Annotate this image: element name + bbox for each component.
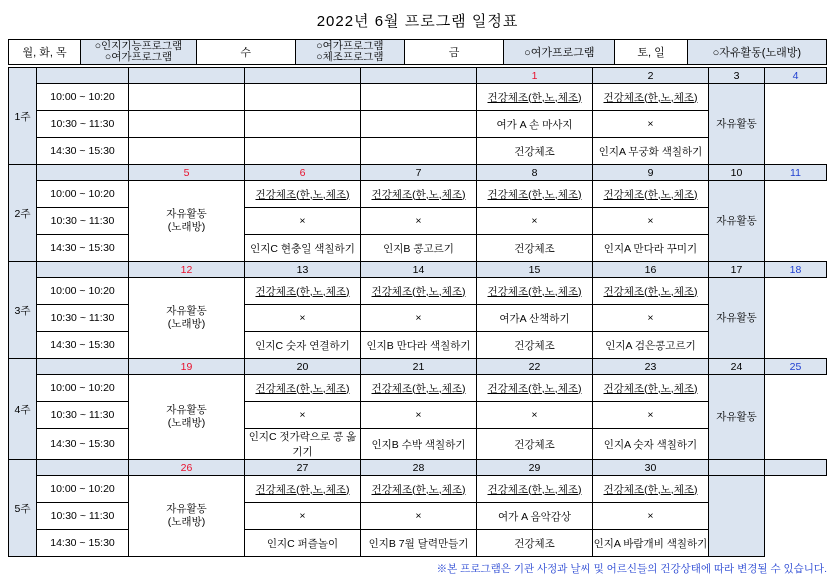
day-number: 21 xyxy=(361,359,477,375)
time-slot: 10:30 ~ 11:30 xyxy=(37,305,129,332)
activity-cell xyxy=(361,138,477,165)
weekend-free-activity-cell: 자유활동 xyxy=(709,375,765,460)
activity-cell: × xyxy=(593,503,709,530)
time-slot: 10:30 ~ 11:30 xyxy=(37,402,129,429)
activity-cell: 인지A 숫자 색칠하기 xyxy=(593,429,709,460)
activity-cell: 건강체조 xyxy=(477,235,593,262)
activity-cell: 인지C 퍼즐놀이 xyxy=(245,530,361,557)
time-slot: 14:30 ~ 15:30 xyxy=(37,429,129,460)
legend-row xyxy=(9,40,827,65)
activity-cell xyxy=(245,111,361,138)
activity-cell: 건강체조(한,노,체조) xyxy=(245,375,361,402)
day-number: 6 xyxy=(245,165,361,181)
week-label: 4주 xyxy=(9,359,37,460)
page-title: 2022년 6월 프로그램 일정표 xyxy=(316,13,519,30)
time-slot: 10:00 ~ 10:20 xyxy=(37,476,129,503)
activity-cell xyxy=(245,84,361,111)
time-slot: 10:00 ~ 10:20 xyxy=(37,278,129,305)
legend-programs-4 xyxy=(687,40,826,65)
day-number: 13 xyxy=(245,262,361,278)
activity-cell xyxy=(361,111,477,138)
free-activity-cell: 자유활동 (노래방) xyxy=(129,375,245,460)
schedule-row xyxy=(9,278,827,305)
day-number: 14 xyxy=(361,262,477,278)
legend-days-3-label: 금 xyxy=(448,47,460,59)
day-number: 2 xyxy=(593,68,709,84)
activity-cell: 인지B 수박 색칠하기 xyxy=(361,429,477,460)
activity-cell: 건강체조(한,노,체조) xyxy=(361,278,477,305)
schedule-table xyxy=(8,67,827,557)
time-slot: 10:00 ~ 10:20 xyxy=(37,84,129,111)
week-label: 5주 xyxy=(9,460,37,557)
day-number-row xyxy=(9,165,827,181)
activity-cell: × xyxy=(245,402,361,429)
time-header-blank xyxy=(37,68,129,84)
free-activity-cell: 자유활동 (노래방) xyxy=(129,278,245,359)
activity-cell: × xyxy=(477,402,593,429)
activity-cell: × xyxy=(245,305,361,332)
time-slot: 10:00 ~ 10:20 xyxy=(37,375,129,402)
activity-cell: 건강체조(한,노,체조) xyxy=(361,375,477,402)
day-number: 3 xyxy=(709,68,765,84)
activity-cell xyxy=(129,138,245,165)
week-label: 1주 xyxy=(9,68,37,165)
activity-cell: 건강체조(한,노,체조) xyxy=(593,181,709,208)
activity-cell: × xyxy=(361,305,477,332)
time-slot: 10:30 ~ 11:30 xyxy=(37,111,129,138)
activity-cell xyxy=(361,84,477,111)
legend-days-2 xyxy=(196,40,295,65)
day-number: 22 xyxy=(477,359,593,375)
activity-cell: × xyxy=(593,402,709,429)
day-number: 25 xyxy=(765,359,827,375)
activity-cell: 건강체조(한,노,체조) xyxy=(361,476,477,503)
schedule-row xyxy=(9,138,827,165)
day-number xyxy=(129,68,245,84)
activity-cell: × xyxy=(245,208,361,235)
activity-cell: 건강체조(한,노,체조) xyxy=(477,84,593,111)
day-number: 18 xyxy=(765,262,827,278)
activity-cell: 건강체조(한,노,체조) xyxy=(477,375,593,402)
legend-programs-1: ○인지기능프로그램 ○여가프로그램 xyxy=(81,40,197,65)
day-number xyxy=(765,460,827,476)
day-number: 1 xyxy=(477,68,593,84)
activity-cell: 여가 A 음악감상 xyxy=(477,503,593,530)
activity-cell: × xyxy=(477,208,593,235)
activity-cell: 건강체조(한,노,체조) xyxy=(245,181,361,208)
activity-cell: 인지C 숫자 연결하기 xyxy=(245,332,361,359)
activity-cell: × xyxy=(361,503,477,530)
activity-cell xyxy=(129,111,245,138)
legend-days-1 xyxy=(9,40,81,65)
day-number: 16 xyxy=(593,262,709,278)
day-number-row xyxy=(9,359,827,375)
day-number: 9 xyxy=(593,165,709,181)
activity-cell: 건강체조(한,노,체조) xyxy=(477,278,593,305)
legend-programs-4-label: ○자유활동(노래방) xyxy=(712,47,802,59)
schedule-row xyxy=(9,181,827,208)
activity-cell: 인지B 만다라 색칠하기 xyxy=(361,332,477,359)
activity-cell: 건강체조 xyxy=(477,530,593,557)
day-number: 26 xyxy=(129,460,245,476)
day-number: 23 xyxy=(593,359,709,375)
activity-cell: × xyxy=(361,402,477,429)
time-slot: 14:30 ~ 15:30 xyxy=(37,235,129,262)
day-number xyxy=(709,460,765,476)
schedule-row xyxy=(9,111,827,138)
day-number: 7 xyxy=(361,165,477,181)
free-activity-cell: 자유활동 (노래방) xyxy=(129,476,245,557)
day-number: 20 xyxy=(245,359,361,375)
day-number xyxy=(361,68,477,84)
weekend-free-activity-cell xyxy=(709,476,765,557)
day-number: 10 xyxy=(709,165,765,181)
activity-cell: × xyxy=(361,208,477,235)
week-label: 2주 xyxy=(9,165,37,262)
day-number: 17 xyxy=(709,262,765,278)
time-header-blank xyxy=(37,262,129,278)
activity-cell: 건강체조(한,노,체조) xyxy=(593,375,709,402)
activity-cell: 건강체조(한,노,체조) xyxy=(245,476,361,503)
weekend-free-activity-cell: 자유활동 xyxy=(709,278,765,359)
activity-cell: × xyxy=(593,208,709,235)
activity-cell: 여가A 산책하기 xyxy=(477,305,593,332)
legend-days-1-label: 월, 화, 목 xyxy=(22,47,67,59)
schedule-row xyxy=(9,84,827,111)
legend-table xyxy=(8,39,827,65)
activity-cell: 인지A 바람개비 색칠하기 xyxy=(593,530,709,557)
time-header-blank xyxy=(37,460,129,476)
legend-days-3 xyxy=(405,40,504,65)
activity-cell: 건강체조(한,노,체조) xyxy=(245,278,361,305)
activity-cell: 건강체조(한,노,체조) xyxy=(477,181,593,208)
week-label: 3주 xyxy=(9,262,37,359)
activity-cell: 인지C 현충일 색칠하기 xyxy=(245,235,361,262)
activity-cell xyxy=(245,138,361,165)
time-slot: 10:30 ~ 11:30 xyxy=(37,208,129,235)
activity-cell: 건강체조(한,노,체조) xyxy=(477,476,593,503)
activity-cell: × xyxy=(593,305,709,332)
day-number: 24 xyxy=(709,359,765,375)
activity-cell: 건강체조 xyxy=(477,429,593,460)
day-number xyxy=(245,68,361,84)
activity-cell: 인지B 콩고르기 xyxy=(361,235,477,262)
day-number: 27 xyxy=(245,460,361,476)
activity-cell: 건강체조 xyxy=(477,138,593,165)
activity-cell: 인지A 무궁화 색칠하기 xyxy=(593,138,709,165)
activity-cell: 인지A 검은콩고르기 xyxy=(593,332,709,359)
free-activity-cell: 자유활동 (노래방) xyxy=(129,181,245,262)
footnote: ※본 프로그램은 기관 사정과 날씨 및 어르신들의 건강상태에 따라 변경될 수 있습니다. xyxy=(436,563,827,575)
weekend-free-activity-cell: 자유활동 xyxy=(709,181,765,262)
day-number: 4 xyxy=(765,68,827,84)
legend-days-4 xyxy=(615,40,687,65)
day-number: 30 xyxy=(593,460,709,476)
day-number: 12 xyxy=(129,262,245,278)
day-number-row xyxy=(9,460,827,476)
day-number-row xyxy=(9,262,827,278)
time-slot: 14:30 ~ 15:30 xyxy=(37,332,129,359)
time-header-blank xyxy=(37,359,129,375)
activity-cell: 건강체조(한,노,체조) xyxy=(593,84,709,111)
activity-cell: 인지B 7월 달력만들기 xyxy=(361,530,477,557)
time-slot: 10:30 ~ 11:30 xyxy=(37,503,129,530)
activity-cell: 여가 A 손 마사지 xyxy=(477,111,593,138)
time-slot: 10:00 ~ 10:20 xyxy=(37,181,129,208)
schedule-row xyxy=(9,476,827,503)
day-number: 11 xyxy=(765,165,827,181)
legend-programs-3-label: ○여가프로그램 xyxy=(524,47,595,59)
activity-cell: 건강체조 xyxy=(477,332,593,359)
time-slot: 14:30 ~ 15:30 xyxy=(37,530,129,557)
activity-cell: × xyxy=(245,503,361,530)
legend-programs-2: ○여가프로그램 ○체조프로그램 xyxy=(295,40,404,65)
activity-cell: 인지A 만다라 꾸미기 xyxy=(593,235,709,262)
activity-cell xyxy=(129,84,245,111)
activity-cell: 건강체조(한,노,체조) xyxy=(593,278,709,305)
day-number: 29 xyxy=(477,460,593,476)
activity-cell: × xyxy=(593,111,709,138)
day-number: 15 xyxy=(477,262,593,278)
day-number-row xyxy=(9,68,827,84)
day-number: 5 xyxy=(129,165,245,181)
activity-cell: 건강체조(한,노,체조) xyxy=(593,476,709,503)
activity-cell: 건강체조(한,노,체조) xyxy=(361,181,477,208)
legend-days-4-label: 토, 일 xyxy=(637,47,665,59)
schedule-row xyxy=(9,375,827,402)
day-number: 19 xyxy=(129,359,245,375)
day-number: 28 xyxy=(361,460,477,476)
legend-days-2-label: 수 xyxy=(240,47,252,59)
time-slot: 14:30 ~ 15:30 xyxy=(37,138,129,165)
day-number: 8 xyxy=(477,165,593,181)
weekend-free-activity-cell: 자유활동 xyxy=(709,84,765,165)
activity-cell: 인지C 젓가락으로 콩 옮기기 xyxy=(245,429,361,460)
time-header-blank xyxy=(37,165,129,181)
legend-programs-3 xyxy=(504,40,615,65)
